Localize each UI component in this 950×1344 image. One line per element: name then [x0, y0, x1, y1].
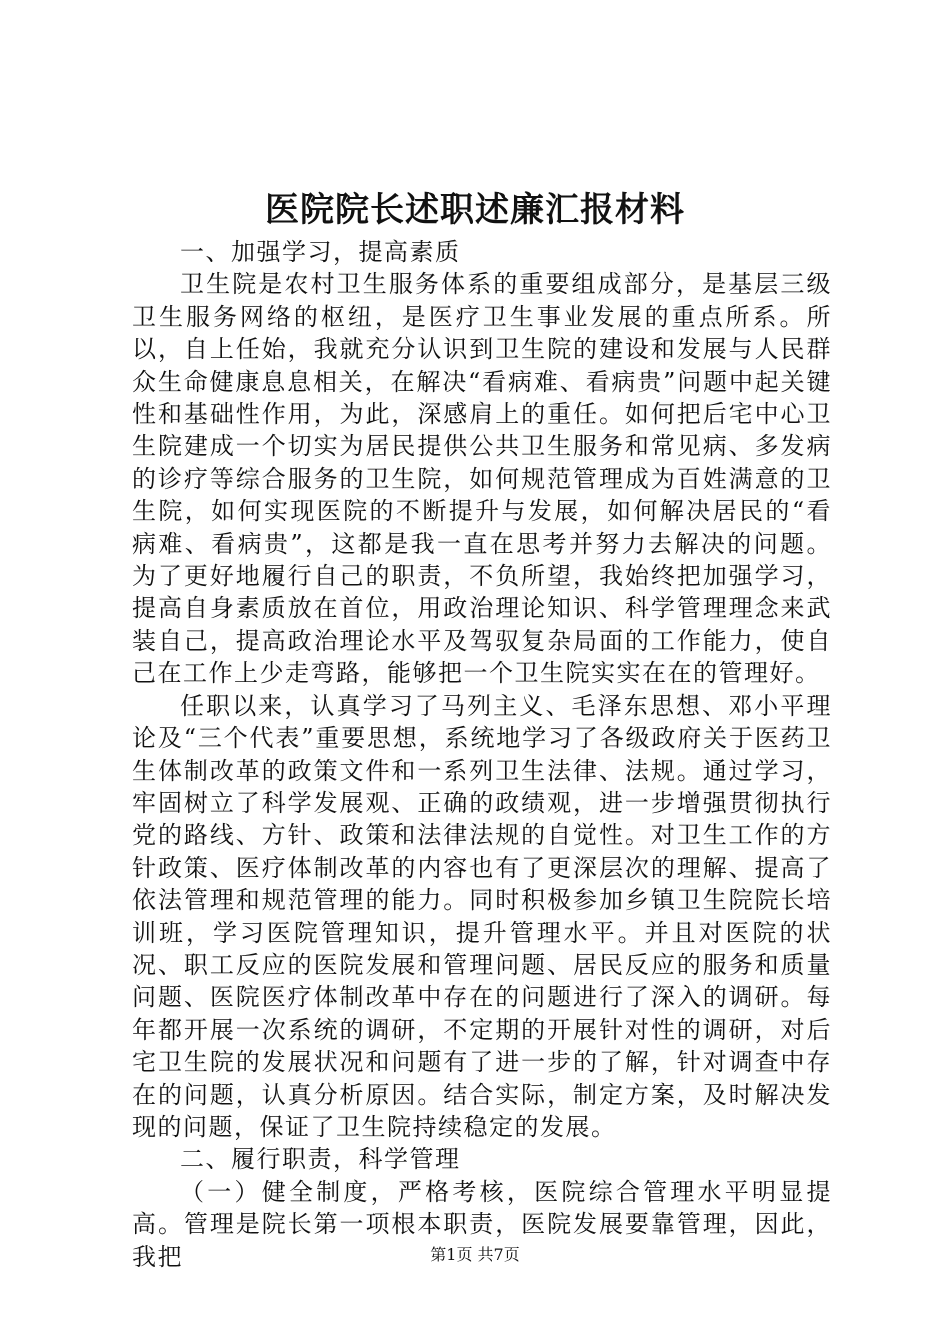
- page-footer: 第1页 共7页: [430, 1245, 520, 1264]
- paragraph: 卫生院是农村卫生服务体系的重要组成部分，是基层三级卫生服务网络的枢纽，是医疗卫生事业发展的重点所系。所以，自上任始，我就充分认识到卫生院的建设和发展与人民群众生命健康息息相关，在解决“看病难、看病贵”问题中起关键性和基础性作用，为此，深感肩上的重任。如何把后宅中心卫生院建成一个切实为居民提供公共卫生服务和常见病、多发病的诊疗等综合服务的卫生院，如何规范管理成为百姓满意的卫生院，如何实现医院的不断提升与发展，如何解决居民的“看病难、看病贵”，这都是我一直在思考并努力去解决的问题。为了更好地履行自己的职责，不负所望，我始终把加强学习，提高自身素质放在首位，用政治理论知识、科学管理理念来武装自己，提高政治理论水平及驾驭复杂局面的工作能力，使自己在工作上少走弯路，能够把一个卫生院实实在在的管理好。: [132, 270, 832, 688]
- page-title: 医院院长述职述廉汇报材料: [265, 190, 685, 230]
- document-body: [132, 236, 832, 1273]
- section-heading: 一、加强学习，提高素质: [180, 238, 461, 266]
- paragraph: （一）健全制度，严格考核，医院综合管理水平明显提高。管理是院长第一项根本职责，医院发展要靠管理，因此，我把: [132, 1177, 832, 1271]
- section-heading: 二、履行职责，科学管理: [180, 1145, 461, 1174]
- paragraph: 任职以来，认真学习了马列主义、毛泽东思想、邓小平理论及“三个代表”重要思想，系统地学习了各级政府关于医药卫生体制改革的政策文件和一系列卫生法律、法规。通过学习，牢固树立了科学发展观、正确的政绩观，进一步增强贯彻执行党的路线、方针、政策和法律法规的自觉性。对卫生工作的方针政策、医疗体制改革的内容也有了更深层次的理解、提高了依法管理和规范管理的能力。同时积极参加乡镇卫生院院长培训班，学习医院管理知识，提升管理水平。并且对医院的状况、职工反应的医院发展和管理问题、居民反应的服务和质量问题、医院医疗体制改革中存在的问题进行了深入的调研。每年都开展一次系统的调研，不定期的开展针对性的调研，对后宅卫生院的发展状况和问题有了进一步的了解，针对调查中存在的问题，认真分析原因。结合实际，制定方案，及时解决发现的问题，保证了卫生院持续稳定的发展。: [132, 691, 832, 1141]
